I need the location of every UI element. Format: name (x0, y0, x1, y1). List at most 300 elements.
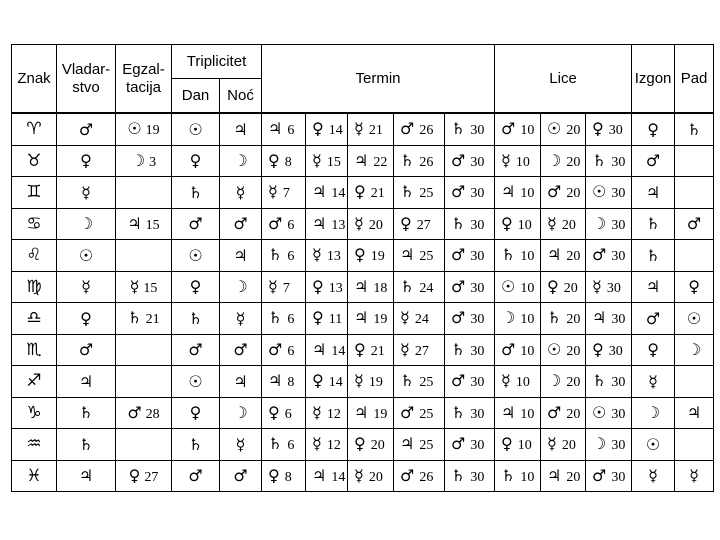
vladarstvo-cell: ☿ (57, 177, 116, 209)
lice-cell (541, 397, 586, 429)
planet-glyph: ☽ (547, 150, 562, 170)
degree-number: 15 (326, 154, 341, 170)
table-row (12, 145, 714, 177)
planet-glyph: ♀ (400, 213, 412, 233)
lice-cell (586, 429, 632, 461)
degree-number: 27 (414, 343, 429, 359)
degree-number: 10 (517, 438, 532, 454)
lice-cell (495, 177, 541, 209)
termin-cell (394, 208, 445, 240)
lice-cell (586, 113, 632, 145)
lice-cell (541, 240, 586, 272)
planet-glyph: ♄ (400, 150, 415, 170)
lice-cell (586, 366, 632, 398)
termin-cell (348, 334, 394, 366)
degree-number: 30 (611, 375, 626, 391)
planet-glyph: ♄ (268, 245, 283, 265)
planet-glyph: ♀ (592, 119, 604, 139)
planet-glyph: ♄ (592, 371, 607, 391)
planet-glyph: ♂ (451, 276, 466, 296)
header-pad: Pad (675, 45, 714, 114)
table-row (12, 208, 714, 240)
planet-glyph: ♀ (312, 308, 324, 328)
degree-number: 20 (566, 123, 581, 139)
degree-number: 18 (373, 280, 388, 296)
degree-number: 10 (520, 406, 535, 422)
zodiac-sign-glyph: ♍ (12, 271, 57, 303)
dan-cell: ☉ (172, 113, 220, 145)
dan-cell: ♄ (172, 177, 220, 209)
vladarstvo-cell: ♂ (57, 113, 116, 145)
planet-glyph: ♃ (501, 402, 516, 422)
degree-number: 19 (373, 312, 388, 328)
planet-glyph: ♃ (501, 182, 516, 202)
egzaltacija-cell (116, 366, 172, 398)
planet-glyph: ♄ (400, 182, 415, 202)
degree-number: 10 (515, 375, 530, 391)
degree-number: 30 (606, 280, 621, 296)
degree-number: 24 (419, 280, 434, 296)
vladarstvo-cell: ♄ (57, 397, 116, 429)
degree-number: 20 (566, 154, 581, 170)
table-row (12, 303, 714, 335)
lice-cell (541, 145, 586, 177)
vladarstvo-cell: ☉ (57, 240, 116, 272)
degree-number: 6 (287, 343, 295, 359)
zodiac-sign-glyph: ♋ (12, 208, 57, 240)
dan-cell: ☉ (172, 240, 220, 272)
termin-cell (306, 334, 348, 366)
planet-glyph: ☿ (354, 213, 364, 233)
termin-cell (306, 366, 348, 398)
planet-glyph: ☿ (501, 371, 511, 391)
termin-cell (394, 177, 445, 209)
zodiac-sign-glyph: ♏ (12, 334, 57, 366)
pad-cell: ♃ (675, 397, 714, 429)
planet-glyph: ♂ (501, 339, 516, 359)
izgon-cell: ♀ (632, 113, 675, 145)
noc-cell: ☽ (220, 397, 262, 429)
planet-glyph: ♃ (354, 276, 369, 296)
planet-glyph: ♀ (354, 245, 366, 265)
degree-number: 10 (520, 186, 535, 202)
header-triplicitet: Triplicitet (172, 45, 262, 79)
noc-cell: ♃ (220, 240, 262, 272)
pad-cell (675, 145, 714, 177)
planet-glyph: ♄ (547, 308, 562, 328)
degree-number: 6 (287, 217, 295, 233)
termin-cell (306, 460, 348, 492)
termin-cell (262, 460, 306, 492)
planet-glyph: ♂ (451, 245, 466, 265)
dignity-table (11, 44, 714, 492)
header-termin: Termin (262, 45, 495, 114)
degree-number: 14 (328, 123, 343, 139)
degree-number: 27 (416, 217, 431, 233)
degree-number: 10 (520, 343, 535, 359)
planet-glyph: ♂ (451, 371, 466, 391)
lice-cell (586, 271, 632, 303)
degree-number: 19 (370, 249, 385, 265)
zodiac-sign-glyph: ♒ (12, 429, 57, 461)
degree-number: 13 (331, 217, 346, 233)
egzaltacija-cell (116, 145, 172, 177)
planet-glyph: ☉ (592, 182, 607, 202)
degree-number: 21 (145, 312, 160, 328)
planet-glyph: ♃ (312, 465, 327, 485)
degree-number: 21 (368, 123, 383, 139)
termin-cell (348, 366, 394, 398)
degree-number: 14 (331, 186, 346, 202)
table-row (12, 429, 714, 461)
planet-glyph: ♀ (128, 465, 141, 485)
noc-cell: ♃ (220, 113, 262, 145)
planet-glyph: ♄ (268, 308, 283, 328)
termin-cell (306, 303, 348, 335)
termin-cell (306, 145, 348, 177)
lice-cell (541, 429, 586, 461)
dan-cell: ♂ (172, 460, 220, 492)
lice-cell (586, 240, 632, 272)
noc-cell: ☿ (220, 303, 262, 335)
termin-cell (306, 208, 348, 240)
termin-cell (262, 366, 306, 398)
planet-glyph: ♀ (354, 339, 366, 359)
planet-glyph: ☿ (312, 245, 322, 265)
planet-glyph: ♃ (354, 402, 369, 422)
dan-cell: ♂ (172, 334, 220, 366)
planet-glyph: ♃ (400, 434, 415, 454)
planet-glyph: ♂ (592, 465, 607, 485)
table-row (12, 240, 714, 272)
planet-glyph: ♃ (312, 339, 327, 359)
planet-glyph: ♄ (268, 434, 283, 454)
degree-number: 13 (328, 280, 343, 296)
noc-cell: ♃ (220, 366, 262, 398)
lice-cell (541, 366, 586, 398)
degree-number: 20 (370, 438, 385, 454)
planet-glyph: ♂ (547, 182, 562, 202)
degree-number: 13 (326, 249, 341, 265)
header-noc: Noć (220, 79, 262, 114)
planet-glyph: ☿ (312, 402, 322, 422)
termin-cell (262, 145, 306, 177)
noc-cell: ☿ (220, 429, 262, 461)
degree-number: 20 (566, 469, 581, 485)
lice-cell (495, 145, 541, 177)
termin-cell (306, 113, 348, 145)
pad-cell (675, 429, 714, 461)
planet-glyph: ☽ (130, 150, 146, 170)
table-row (12, 177, 714, 209)
zodiac-sign-glyph: ♑ (12, 397, 57, 429)
planet-glyph: ♂ (400, 402, 415, 422)
degree-number: 14 (331, 469, 346, 485)
dan-cell: ♄ (172, 429, 220, 461)
planet-glyph: ♀ (501, 213, 513, 233)
degree-number: 30 (470, 280, 485, 296)
degree-number: 10 (520, 123, 535, 139)
planet-glyph: ♀ (354, 182, 366, 202)
egzaltacija-cell (116, 208, 172, 240)
degree-number: 6 (284, 406, 292, 422)
termin-cell (348, 240, 394, 272)
termin-cell (262, 303, 306, 335)
lice-cell (495, 113, 541, 145)
degree-number: 20 (566, 375, 581, 391)
egzaltacija-cell (116, 113, 172, 145)
termin-cell (262, 208, 306, 240)
degree-number: 20 (368, 217, 383, 233)
lice-cell (586, 397, 632, 429)
degree-number: 21 (370, 186, 385, 202)
termin-cell (445, 429, 495, 461)
zodiac-sign-glyph: ♊ (12, 177, 57, 209)
planet-glyph: ♄ (451, 339, 466, 359)
degree-number: 30 (470, 406, 485, 422)
degree-number: 7 (282, 186, 290, 202)
planet-glyph: ♂ (451, 308, 466, 328)
termin-cell (445, 113, 495, 145)
planet-glyph: ♀ (547, 276, 559, 296)
planet-glyph: ♃ (354, 308, 369, 328)
pad-cell: ♄ (675, 113, 714, 145)
termin-cell (348, 397, 394, 429)
degree-number: 7 (282, 280, 290, 296)
planet-glyph: ♂ (451, 434, 466, 454)
termin-cell (445, 397, 495, 429)
degree-number: 30 (611, 469, 626, 485)
degree-number: 25 (419, 375, 434, 391)
degree-number: 30 (470, 469, 485, 485)
planet-glyph: ☿ (592, 276, 602, 296)
egzaltacija-cell (116, 397, 172, 429)
degree-number: 15 (145, 217, 160, 233)
header-egzaltacija-line2: tacija (125, 78, 162, 96)
termin-cell (306, 240, 348, 272)
termin-cell (262, 271, 306, 303)
planet-glyph: ♂ (451, 150, 466, 170)
egzaltacija-cell (116, 303, 172, 335)
degree-number: 10 (517, 217, 532, 233)
header-vladarstvo-line1: Vladar- (61, 60, 111, 78)
header-vladarstvo-line2: stvo (72, 78, 100, 96)
lice-cell (495, 208, 541, 240)
lice-cell (495, 334, 541, 366)
degree-number: 30 (611, 438, 626, 454)
planet-glyph: ☽ (592, 434, 607, 454)
lice-cell (586, 334, 632, 366)
pad-cell (675, 366, 714, 398)
planet-glyph: ♀ (354, 434, 366, 454)
noc-cell: ♂ (220, 460, 262, 492)
header-egzaltacija (116, 45, 172, 114)
degree-number: 30 (611, 217, 626, 233)
lice-cell (495, 429, 541, 461)
lice-cell (541, 113, 586, 145)
zodiac-sign-glyph: ♎ (12, 303, 57, 335)
egzaltacija-cell (116, 271, 172, 303)
degree-number: 6 (287, 438, 295, 454)
degree-number: 20 (563, 280, 578, 296)
planet-glyph: ♄ (451, 465, 466, 485)
termin-cell (394, 366, 445, 398)
izgon-cell: ♀ (632, 334, 675, 366)
planet-glyph: ☿ (312, 434, 322, 454)
degree-number: 20 (566, 312, 581, 328)
dan-cell: ♀ (172, 145, 220, 177)
planet-glyph: ♂ (268, 339, 283, 359)
degree-number: 20 (566, 186, 581, 202)
header-znak: Znak (12, 45, 57, 114)
termin-cell (306, 177, 348, 209)
degree-number: 3 (149, 154, 157, 170)
dan-cell: ♂ (172, 208, 220, 240)
dan-cell: ♄ (172, 303, 220, 335)
vladarstvo-cell: ☽ (57, 208, 116, 240)
lice-cell (495, 460, 541, 492)
vladarstvo-cell: ♃ (57, 366, 116, 398)
planet-glyph: ♄ (592, 150, 607, 170)
vladarstvo-cell: ♀ (57, 145, 116, 177)
planet-glyph: ☿ (400, 308, 410, 328)
zodiac-sign-glyph: ♈ (12, 113, 57, 145)
planet-glyph: ♀ (312, 276, 324, 296)
planet-glyph: ☿ (312, 150, 322, 170)
degree-number: 30 (470, 375, 485, 391)
noc-cell: ♂ (220, 334, 262, 366)
planet-glyph: ♀ (268, 150, 280, 170)
termin-cell (348, 460, 394, 492)
degree-number: 30 (608, 343, 623, 359)
pad-cell (675, 177, 714, 209)
lice-cell (541, 177, 586, 209)
degree-number: 26 (419, 469, 434, 485)
pad-cell: ♂ (675, 208, 714, 240)
table-row (12, 334, 714, 366)
termin-cell (445, 271, 495, 303)
planet-glyph: ☽ (592, 213, 607, 233)
planet-glyph: ♃ (547, 245, 562, 265)
noc-cell: ☽ (220, 271, 262, 303)
termin-cell (306, 429, 348, 461)
header-dan: Dan (172, 79, 220, 114)
izgon-cell: ♂ (632, 303, 675, 335)
degree-number: 28 (145, 406, 160, 422)
zodiac-sign-glyph: ♉ (12, 145, 57, 177)
termin-cell (262, 334, 306, 366)
planet-glyph: ☿ (547, 213, 557, 233)
table-row (12, 271, 714, 303)
degree-number: 20 (566, 406, 581, 422)
termin-cell (394, 303, 445, 335)
termin-cell (262, 240, 306, 272)
degree-number: 10 (520, 312, 535, 328)
termin-cell (348, 429, 394, 461)
izgon-cell: ♃ (632, 271, 675, 303)
termin-cell (394, 113, 445, 145)
dignity-table-container (11, 44, 713, 492)
termin-cell (445, 208, 495, 240)
lice-cell (495, 240, 541, 272)
termin-cell (348, 303, 394, 335)
degree-number: 30 (611, 312, 626, 328)
izgon-cell: ☿ (632, 366, 675, 398)
egzaltacija-cell (116, 429, 172, 461)
lice-cell (586, 145, 632, 177)
pad-cell (675, 240, 714, 272)
planet-glyph: ☿ (129, 276, 140, 296)
egzaltacija-cell (116, 334, 172, 366)
termin-cell (262, 429, 306, 461)
degree-number: 30 (608, 123, 623, 139)
degree-number: 30 (611, 154, 626, 170)
planet-glyph: ☿ (354, 465, 364, 485)
degree-number: 30 (470, 154, 485, 170)
lice-cell (586, 460, 632, 492)
planet-glyph: ♃ (127, 213, 142, 233)
table-row (12, 460, 714, 492)
planet-glyph: ♀ (312, 371, 324, 391)
table-row (12, 397, 714, 429)
table-row (12, 113, 714, 145)
planet-glyph: ☉ (501, 276, 516, 296)
planet-glyph: ♂ (547, 402, 562, 422)
termin-cell (348, 145, 394, 177)
planet-glyph: ♃ (547, 465, 562, 485)
degree-number: 11 (328, 312, 343, 328)
degree-number: 8 (284, 469, 292, 485)
degree-number: 10 (515, 154, 530, 170)
planet-glyph: ♄ (451, 213, 466, 233)
planet-glyph: ♂ (127, 402, 142, 422)
planet-glyph: ♀ (268, 465, 280, 485)
termin-cell (445, 366, 495, 398)
planet-glyph: ♃ (312, 213, 327, 233)
termin-cell (445, 460, 495, 492)
termin-cell (348, 177, 394, 209)
planet-glyph: ♃ (400, 245, 415, 265)
planet-glyph: ☽ (501, 308, 516, 328)
planet-glyph: ♀ (592, 339, 604, 359)
zodiac-sign-glyph: ♓ (12, 460, 57, 492)
planet-glyph: ♄ (501, 465, 516, 485)
planet-glyph: ♀ (501, 434, 513, 454)
termin-cell (306, 397, 348, 429)
degree-number: 20 (368, 469, 383, 485)
planet-glyph: ♄ (451, 402, 466, 422)
egzaltacija-cell (116, 240, 172, 272)
planet-glyph: ☉ (547, 119, 562, 139)
degree-number: 15 (143, 280, 158, 296)
degree-number: 20 (566, 343, 581, 359)
vladarstvo-cell: ♄ (57, 429, 116, 461)
header-vladarstvo (57, 45, 116, 114)
termin-cell (394, 429, 445, 461)
planet-glyph: ♄ (400, 276, 415, 296)
table-header (12, 45, 714, 114)
degree-number: 25 (419, 249, 434, 265)
degree-number: 30 (470, 312, 485, 328)
lice-cell (586, 208, 632, 240)
planet-glyph: ♂ (592, 245, 607, 265)
degree-number: 22 (373, 154, 388, 170)
egzaltacija-cell (116, 177, 172, 209)
termin-cell (394, 240, 445, 272)
degree-number: 10 (520, 280, 535, 296)
dan-cell: ♀ (172, 397, 220, 429)
termin-cell (262, 397, 306, 429)
